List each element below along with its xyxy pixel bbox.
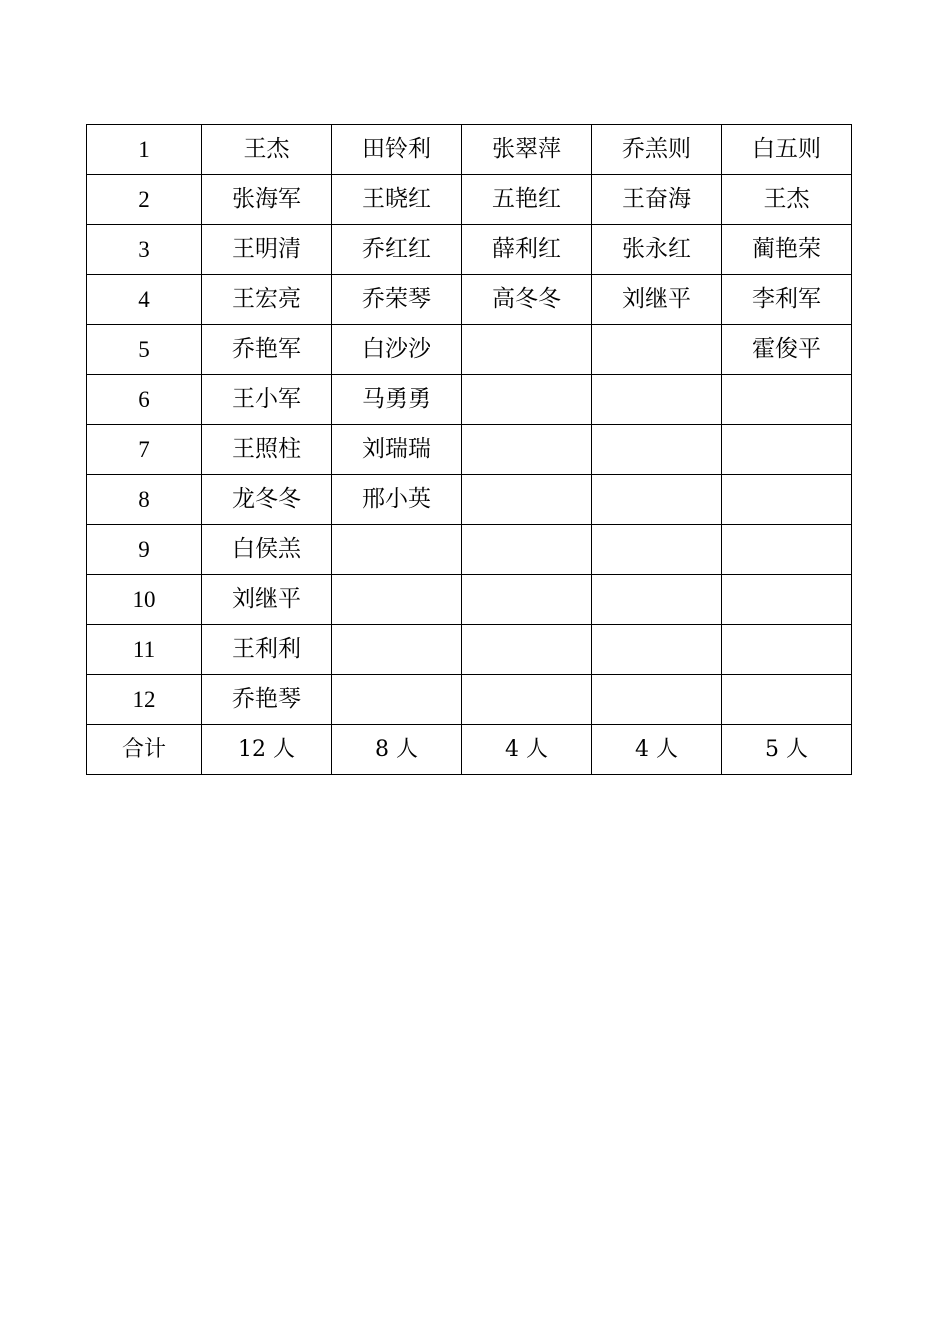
name-cell bbox=[722, 625, 852, 675]
name-cell bbox=[722, 425, 852, 475]
name-cell: 王照柱 bbox=[202, 425, 332, 475]
row-number: 2 bbox=[87, 175, 202, 225]
row-number: 5 bbox=[87, 325, 202, 375]
name-cell: 高冬冬 bbox=[462, 275, 592, 325]
total-cell: 8 人 bbox=[332, 725, 462, 775]
row-number: 1 bbox=[87, 125, 202, 175]
name-cell bbox=[592, 575, 722, 625]
name-cell: 李利军 bbox=[722, 275, 852, 325]
name-cell bbox=[332, 625, 462, 675]
name-cell: 王小军 bbox=[202, 375, 332, 425]
total-cell: 5 人 bbox=[722, 725, 852, 775]
name-cell: 王杰 bbox=[202, 125, 332, 175]
name-cell bbox=[462, 575, 592, 625]
table-row bbox=[87, 675, 852, 725]
name-cell: 田铃利 bbox=[332, 125, 462, 175]
total-cell: 12 人 bbox=[202, 725, 332, 775]
name-cell: 乔荣琴 bbox=[332, 275, 462, 325]
name-cell bbox=[592, 625, 722, 675]
name-cell bbox=[462, 675, 592, 725]
total-cell: 4 人 bbox=[462, 725, 592, 775]
roster-sheet bbox=[86, 124, 852, 775]
name-cell: 乔红红 bbox=[332, 225, 462, 275]
row-number: 3 bbox=[87, 225, 202, 275]
name-cell bbox=[592, 375, 722, 425]
name-cell bbox=[592, 675, 722, 725]
table-row bbox=[87, 325, 852, 375]
name-cell bbox=[332, 575, 462, 625]
total-row bbox=[87, 725, 852, 775]
name-cell bbox=[462, 425, 592, 475]
name-cell: 白沙沙 bbox=[332, 325, 462, 375]
name-cell bbox=[462, 525, 592, 575]
name-cell: 蔺艳荣 bbox=[722, 225, 852, 275]
name-cell: 王利利 bbox=[202, 625, 332, 675]
roster-table bbox=[86, 124, 852, 775]
table-row bbox=[87, 275, 852, 325]
name-cell: 王晓红 bbox=[332, 175, 462, 225]
name-cell: 张永红 bbox=[592, 225, 722, 275]
table-row bbox=[87, 425, 852, 475]
name-cell: 王杰 bbox=[722, 175, 852, 225]
name-cell bbox=[722, 525, 852, 575]
name-cell: 五艳红 bbox=[462, 175, 592, 225]
row-number: 8 bbox=[87, 475, 202, 525]
name-cell bbox=[592, 525, 722, 575]
name-cell bbox=[592, 425, 722, 475]
name-cell bbox=[462, 625, 592, 675]
name-cell: 薛利红 bbox=[462, 225, 592, 275]
table-row bbox=[87, 175, 852, 225]
name-cell: 王明清 bbox=[202, 225, 332, 275]
name-cell bbox=[592, 475, 722, 525]
row-number: 4 bbox=[87, 275, 202, 325]
name-cell bbox=[462, 375, 592, 425]
row-number: 10 bbox=[87, 575, 202, 625]
roster-table-body bbox=[87, 125, 852, 775]
name-cell bbox=[592, 325, 722, 375]
table-row bbox=[87, 225, 852, 275]
table-row bbox=[87, 575, 852, 625]
name-cell: 龙冬冬 bbox=[202, 475, 332, 525]
row-number: 7 bbox=[87, 425, 202, 475]
name-cell: 乔艳琴 bbox=[202, 675, 332, 725]
name-cell: 王奋海 bbox=[592, 175, 722, 225]
row-number: 12 bbox=[87, 675, 202, 725]
name-cell: 乔羔则 bbox=[592, 125, 722, 175]
name-cell: 刘继平 bbox=[202, 575, 332, 625]
table-row bbox=[87, 625, 852, 675]
name-cell bbox=[332, 525, 462, 575]
name-cell bbox=[722, 575, 852, 625]
name-cell: 霍俊平 bbox=[722, 325, 852, 375]
name-cell: 马勇勇 bbox=[332, 375, 462, 425]
name-cell: 白五则 bbox=[722, 125, 852, 175]
name-cell: 张翠萍 bbox=[462, 125, 592, 175]
name-cell: 张海军 bbox=[202, 175, 332, 225]
table-row bbox=[87, 375, 852, 425]
table-row bbox=[87, 475, 852, 525]
name-cell bbox=[722, 375, 852, 425]
row-number: 9 bbox=[87, 525, 202, 575]
name-cell bbox=[722, 475, 852, 525]
total-label: 合计 bbox=[87, 725, 202, 775]
name-cell: 白侯羔 bbox=[202, 525, 332, 575]
name-cell bbox=[462, 325, 592, 375]
name-cell: 刘瑞瑞 bbox=[332, 425, 462, 475]
name-cell bbox=[332, 675, 462, 725]
table-row bbox=[87, 525, 852, 575]
name-cell bbox=[462, 475, 592, 525]
name-cell: 邢小英 bbox=[332, 475, 462, 525]
total-cell: 4 人 bbox=[592, 725, 722, 775]
table-row bbox=[87, 125, 852, 175]
name-cell bbox=[722, 675, 852, 725]
name-cell: 刘继平 bbox=[592, 275, 722, 325]
row-number: 6 bbox=[87, 375, 202, 425]
name-cell: 乔艳军 bbox=[202, 325, 332, 375]
name-cell: 王宏亮 bbox=[202, 275, 332, 325]
row-number: 11 bbox=[87, 625, 202, 675]
